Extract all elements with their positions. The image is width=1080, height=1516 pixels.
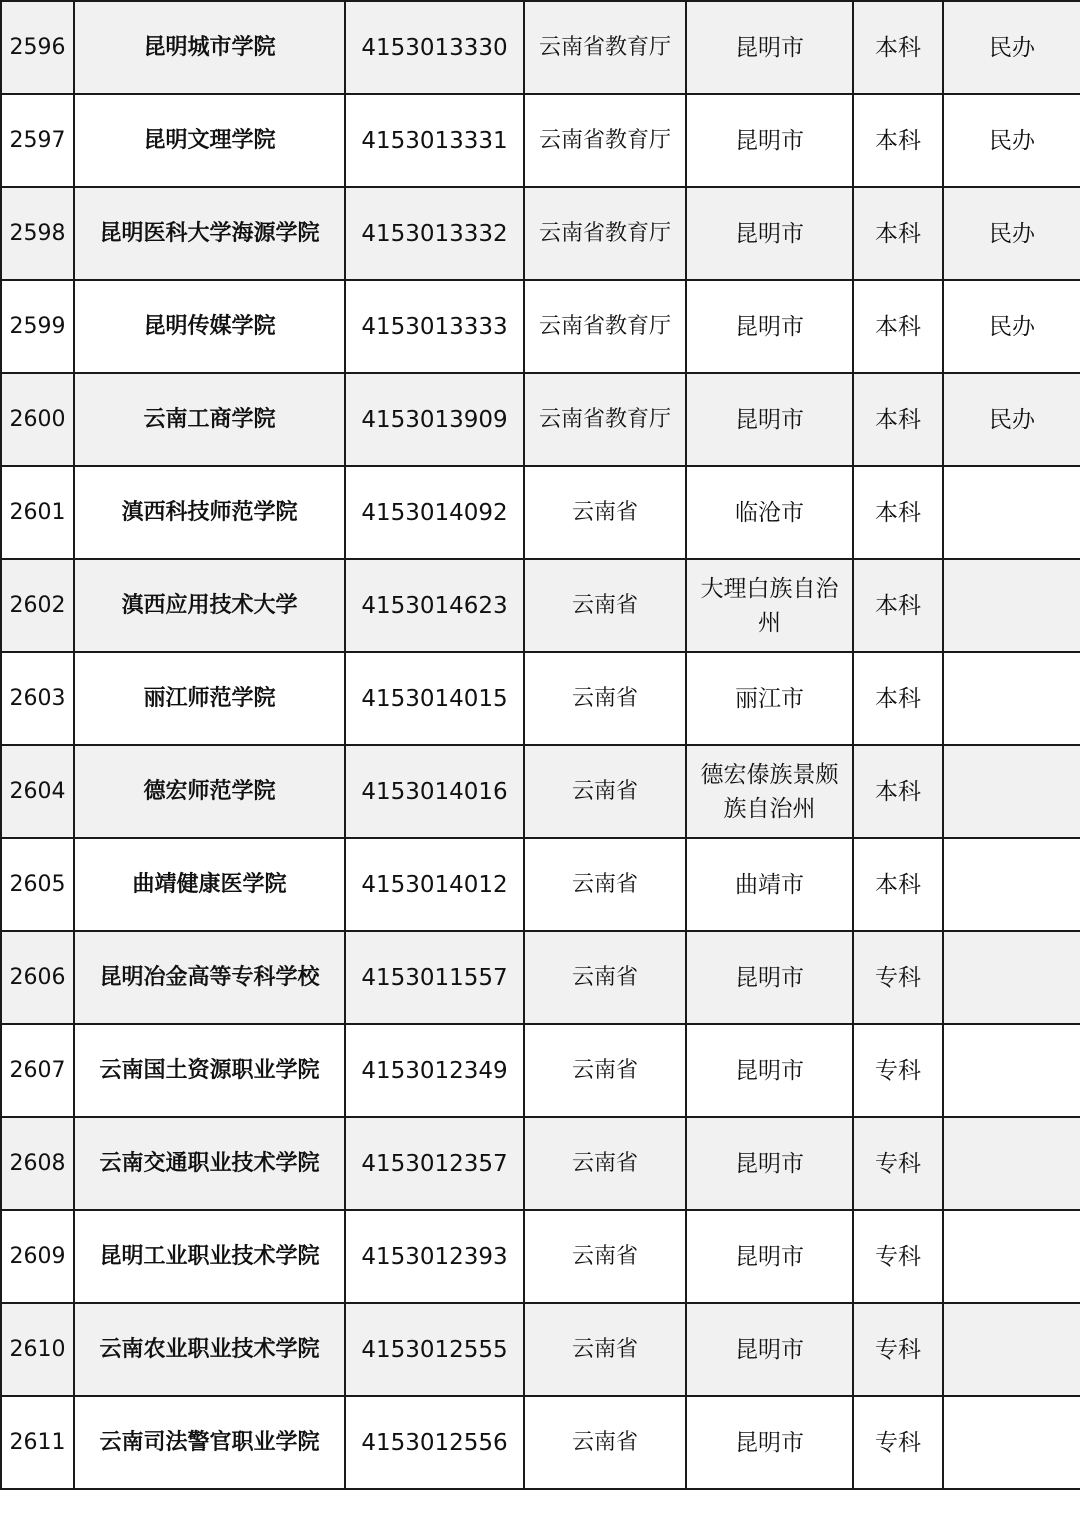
remarks-cell: 民办 bbox=[943, 94, 1080, 187]
institution-name-cell: 德宏师范学院 bbox=[74, 745, 345, 838]
location-cell: 德宏傣族景颇族自治州 bbox=[686, 745, 853, 838]
remarks-cell: 民办 bbox=[943, 280, 1080, 373]
row-number-cell: 2606 bbox=[1, 931, 74, 1024]
remarks-cell: 民办 bbox=[943, 187, 1080, 280]
remarks-cell bbox=[943, 931, 1080, 1024]
row-number-cell: 2597 bbox=[1, 94, 74, 187]
remarks-cell bbox=[943, 1210, 1080, 1303]
institution-name-cell: 滇西科技师范学院 bbox=[74, 466, 345, 559]
table-row bbox=[1, 1024, 1080, 1117]
remarks-cell bbox=[943, 559, 1080, 652]
location-cell: 昆明市 bbox=[686, 187, 853, 280]
table-row bbox=[1, 838, 1080, 931]
supervising-authority-cell: 云南省 bbox=[524, 931, 686, 1024]
institution-code-cell: 4153012393 bbox=[345, 1210, 524, 1303]
institution-code-cell: 4153012357 bbox=[345, 1117, 524, 1210]
remarks-cell bbox=[943, 1303, 1080, 1396]
supervising-authority-cell: 云南省 bbox=[524, 466, 686, 559]
remarks-cell bbox=[943, 652, 1080, 745]
location-cell: 昆明市 bbox=[686, 280, 853, 373]
row-number-cell: 2604 bbox=[1, 745, 74, 838]
institution-name-cell: 昆明冶金高等专科学校 bbox=[74, 931, 345, 1024]
institution-name-cell: 昆明传媒学院 bbox=[74, 280, 345, 373]
remarks-cell: 民办 bbox=[943, 1, 1080, 94]
institution-name-cell: 昆明城市学院 bbox=[74, 1, 345, 94]
institution-code-cell: 4153013331 bbox=[345, 94, 524, 187]
row-number-cell: 2601 bbox=[1, 466, 74, 559]
location-cell: 昆明市 bbox=[686, 1, 853, 94]
supervising-authority-cell: 云南省教育厅 bbox=[524, 94, 686, 187]
supervising-authority-cell: 云南省教育厅 bbox=[524, 1, 686, 94]
location-cell: 昆明市 bbox=[686, 1303, 853, 1396]
location-cell: 昆明市 bbox=[686, 1396, 853, 1489]
supervising-authority-cell: 云南省 bbox=[524, 1024, 686, 1117]
table-row bbox=[1, 745, 1080, 838]
institution-name-cell: 昆明医科大学海源学院 bbox=[74, 187, 345, 280]
institution-code-cell: 4153013330 bbox=[345, 1, 524, 94]
institution-code-cell: 4153012556 bbox=[345, 1396, 524, 1489]
table-row bbox=[1, 466, 1080, 559]
table-row bbox=[1, 373, 1080, 466]
education-level-cell: 专科 bbox=[853, 1396, 943, 1489]
table-row bbox=[1, 280, 1080, 373]
remarks-cell bbox=[943, 1024, 1080, 1117]
table-body bbox=[1, 1, 1080, 1489]
education-level-cell: 专科 bbox=[853, 1117, 943, 1210]
education-level-cell: 本科 bbox=[853, 187, 943, 280]
education-level-cell: 专科 bbox=[853, 1210, 943, 1303]
location-cell: 昆明市 bbox=[686, 931, 853, 1024]
table-row bbox=[1, 559, 1080, 652]
row-number-cell: 2599 bbox=[1, 280, 74, 373]
row-number-cell: 2600 bbox=[1, 373, 74, 466]
row-number-cell: 2603 bbox=[1, 652, 74, 745]
education-level-cell: 本科 bbox=[853, 652, 943, 745]
education-level-cell: 本科 bbox=[853, 559, 943, 652]
row-number-cell: 2608 bbox=[1, 1117, 74, 1210]
table-row bbox=[1, 931, 1080, 1024]
row-number-cell: 2609 bbox=[1, 1210, 74, 1303]
remarks-cell bbox=[943, 1117, 1080, 1210]
remarks-cell bbox=[943, 1396, 1080, 1489]
location-cell: 昆明市 bbox=[686, 1024, 853, 1117]
institution-code-cell: 4153014012 bbox=[345, 838, 524, 931]
row-number-cell: 2605 bbox=[1, 838, 74, 931]
institution-code-cell: 4153014015 bbox=[345, 652, 524, 745]
supervising-authority-cell: 云南省 bbox=[524, 838, 686, 931]
institution-name-cell: 云南农业职业技术学院 bbox=[74, 1303, 345, 1396]
education-level-cell: 专科 bbox=[853, 1024, 943, 1117]
table-row bbox=[1, 1117, 1080, 1210]
education-level-cell: 专科 bbox=[853, 931, 943, 1024]
institution-name-cell: 昆明文理学院 bbox=[74, 94, 345, 187]
location-cell: 丽江市 bbox=[686, 652, 853, 745]
institution-code-cell: 4153013333 bbox=[345, 280, 524, 373]
remarks-cell bbox=[943, 838, 1080, 931]
table-row bbox=[1, 1396, 1080, 1489]
education-level-cell: 本科 bbox=[853, 280, 943, 373]
institution-name-cell: 丽江师范学院 bbox=[74, 652, 345, 745]
supervising-authority-cell: 云南省 bbox=[524, 1303, 686, 1396]
institution-code-cell: 4153012349 bbox=[345, 1024, 524, 1117]
supervising-authority-cell: 云南省 bbox=[524, 1210, 686, 1303]
supervising-authority-cell: 云南省教育厅 bbox=[524, 187, 686, 280]
table-row bbox=[1, 652, 1080, 745]
row-number-cell: 2611 bbox=[1, 1396, 74, 1489]
location-cell: 临沧市 bbox=[686, 466, 853, 559]
row-number-cell: 2607 bbox=[1, 1024, 74, 1117]
institution-name-cell: 曲靖健康医学院 bbox=[74, 838, 345, 931]
location-cell: 昆明市 bbox=[686, 1210, 853, 1303]
institution-code-cell: 4153014016 bbox=[345, 745, 524, 838]
table-row bbox=[1, 94, 1080, 187]
education-level-cell: 本科 bbox=[853, 94, 943, 187]
location-cell: 昆明市 bbox=[686, 94, 853, 187]
location-cell: 曲靖市 bbox=[686, 838, 853, 931]
education-level-cell: 本科 bbox=[853, 745, 943, 838]
location-cell: 大理白族自治州 bbox=[686, 559, 853, 652]
table-row bbox=[1, 1, 1080, 94]
table-row bbox=[1, 1210, 1080, 1303]
location-cell: 昆明市 bbox=[686, 1117, 853, 1210]
remarks-cell bbox=[943, 466, 1080, 559]
education-level-cell: 专科 bbox=[853, 1303, 943, 1396]
institution-code-cell: 4153011557 bbox=[345, 931, 524, 1024]
institution-name-cell: 云南工商学院 bbox=[74, 373, 345, 466]
supervising-authority-cell: 云南省教育厅 bbox=[524, 373, 686, 466]
education-level-cell: 本科 bbox=[853, 1, 943, 94]
education-level-cell: 本科 bbox=[853, 838, 943, 931]
institution-name-cell: 云南交通职业技术学院 bbox=[74, 1117, 345, 1210]
education-level-cell: 本科 bbox=[853, 373, 943, 466]
institution-name-cell: 云南司法警官职业学院 bbox=[74, 1396, 345, 1489]
institution-code-cell: 4153013332 bbox=[345, 187, 524, 280]
institution-name-cell: 昆明工业职业技术学院 bbox=[74, 1210, 345, 1303]
institution-name-cell: 滇西应用技术大学 bbox=[74, 559, 345, 652]
institution-code-cell: 4153014623 bbox=[345, 559, 524, 652]
remarks-cell bbox=[943, 745, 1080, 838]
supervising-authority-cell: 云南省教育厅 bbox=[524, 280, 686, 373]
supervising-authority-cell: 云南省 bbox=[524, 652, 686, 745]
table-row bbox=[1, 1303, 1080, 1396]
supervising-authority-cell: 云南省 bbox=[524, 1117, 686, 1210]
institution-code-cell: 4153012555 bbox=[345, 1303, 524, 1396]
education-level-cell: 本科 bbox=[853, 466, 943, 559]
remarks-cell: 民办 bbox=[943, 373, 1080, 466]
row-number-cell: 2610 bbox=[1, 1303, 74, 1396]
institution-code-cell: 4153013909 bbox=[345, 373, 524, 466]
location-cell: 昆明市 bbox=[686, 373, 853, 466]
supervising-authority-cell: 云南省 bbox=[524, 559, 686, 652]
supervising-authority-cell: 云南省 bbox=[524, 1396, 686, 1489]
institution-name-cell: 云南国土资源职业学院 bbox=[74, 1024, 345, 1117]
row-number-cell: 2602 bbox=[1, 559, 74, 652]
institution-code-cell: 4153014092 bbox=[345, 466, 524, 559]
supervising-authority-cell: 云南省 bbox=[524, 745, 686, 838]
row-number-cell: 2598 bbox=[1, 187, 74, 280]
table-row bbox=[1, 187, 1080, 280]
row-number-cell: 2596 bbox=[1, 1, 74, 94]
